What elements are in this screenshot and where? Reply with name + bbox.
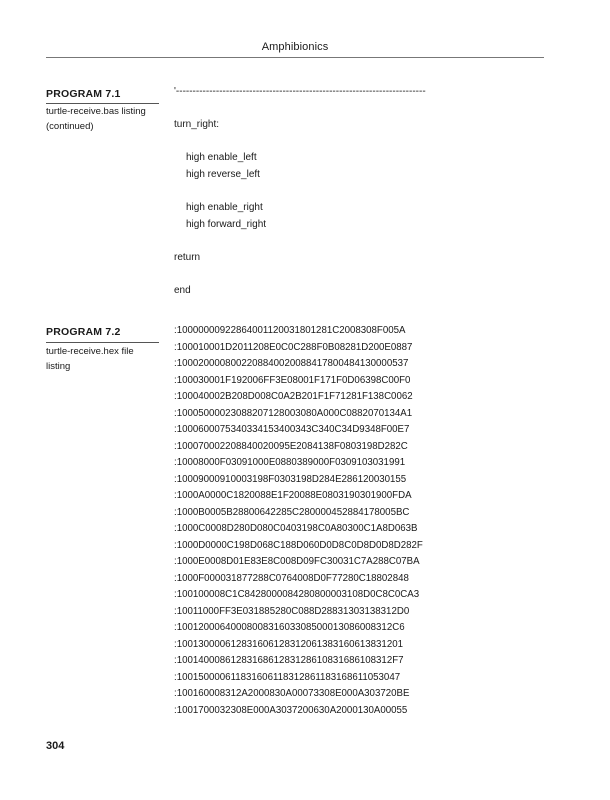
code-line: :100100008C1C8428000084280800003108D0C8C0CA3 xyxy=(174,589,420,601)
code-line: :10009000910003198F0303198D284E286120030155 xyxy=(174,473,407,485)
caption-line: turtle-receive.hex file xyxy=(46,346,134,357)
code-line: :100150000611831606118312861183168611053047 xyxy=(174,671,401,683)
code-line: :10000000922864001120031801281C2008308F005A xyxy=(174,325,406,336)
code-line: :1000600075340334153400343C340C34D9348F00E7 xyxy=(174,424,410,436)
program-label-rule xyxy=(46,342,159,343)
code-line: :1000C0008D280D080C0403198C0A80300C1A8D063B xyxy=(174,523,418,535)
code-line: :10005000023088207128003080A000C0882070134A1 xyxy=(174,407,413,419)
program-caption xyxy=(46,345,166,374)
code-line: :10008000F03091000E0880389000F0309103031991 xyxy=(174,457,406,469)
program-caption xyxy=(46,105,166,134)
code-line: :1000B0005B28800642285C280000452884178005BC xyxy=(174,506,410,518)
code-line xyxy=(174,233,426,250)
code-line: :100030001F192006FF3E08001F171F0D06398C00F0 xyxy=(174,374,411,386)
code-line: :1000A0000C1820088E1F20088E0803190301900FDA xyxy=(174,490,412,502)
hex-listing xyxy=(174,323,423,719)
caption-line: listing xyxy=(46,360,71,372)
page-number: 304 xyxy=(46,740,65,752)
code-line: :100010001D2011208E0C0C288F0B08281D200E0887 xyxy=(174,341,413,353)
caption-line: turtle-receive.bas listing xyxy=(46,106,146,117)
code-line: high enable_right xyxy=(186,202,263,214)
code-line: :10011000FF3E031885280C088D28831303138312D0 xyxy=(174,605,410,617)
code-line: :1001200064000800831603308500013086008312C6 xyxy=(174,622,405,634)
program-label-rule xyxy=(46,103,159,104)
code-line: :1000F000031877288C0764008D0F77280C18802848 xyxy=(174,572,409,584)
code-line: :1000D0000C198D068C188D060D0D8C0D8D0D8D282F xyxy=(174,539,423,551)
code-line: return xyxy=(174,251,201,263)
code-line: turn_right: xyxy=(174,119,220,131)
code-line xyxy=(174,267,426,284)
code-line: :1001400086128316861283128610831686108312F7 xyxy=(174,655,404,667)
code-line: '--------------------------------------------------------------------------- xyxy=(174,86,426,97)
code-line xyxy=(174,184,426,201)
program-label: PROGRAM 7.2 xyxy=(46,326,121,338)
header-rule xyxy=(46,57,544,58)
code-line: :1000E0008D01E83E8C008D09FC30031C7A288C07BA xyxy=(174,556,420,568)
code-line: end xyxy=(174,285,191,297)
caption-line: (continued) xyxy=(46,120,94,132)
code-line: high reverse_left xyxy=(186,168,260,180)
code-line xyxy=(174,101,426,118)
running-head: Amphibionics xyxy=(261,41,329,53)
code-line xyxy=(174,134,426,151)
code-line: high enable_left xyxy=(186,152,257,164)
code-listing xyxy=(174,84,426,300)
code-line: high forward_right xyxy=(186,218,267,230)
code-line: :100040002B208D008C0A2B201F1F71281F138C0062 xyxy=(174,391,413,403)
code-line: :100160008312A2000830A00073308E000A303720BE xyxy=(174,688,410,700)
code-line: :100130000612831606128312061383160613831201 xyxy=(174,638,403,650)
code-line: :1001700032308E000A3037200630A2000130A00055 xyxy=(174,704,408,716)
code-line: :1000200008002208840020088417800484130000537 xyxy=(174,358,409,370)
program-label: PROGRAM 7.1 xyxy=(46,88,121,100)
code-line: :100070002208840020095E2084138F0803198D282C xyxy=(174,440,408,452)
